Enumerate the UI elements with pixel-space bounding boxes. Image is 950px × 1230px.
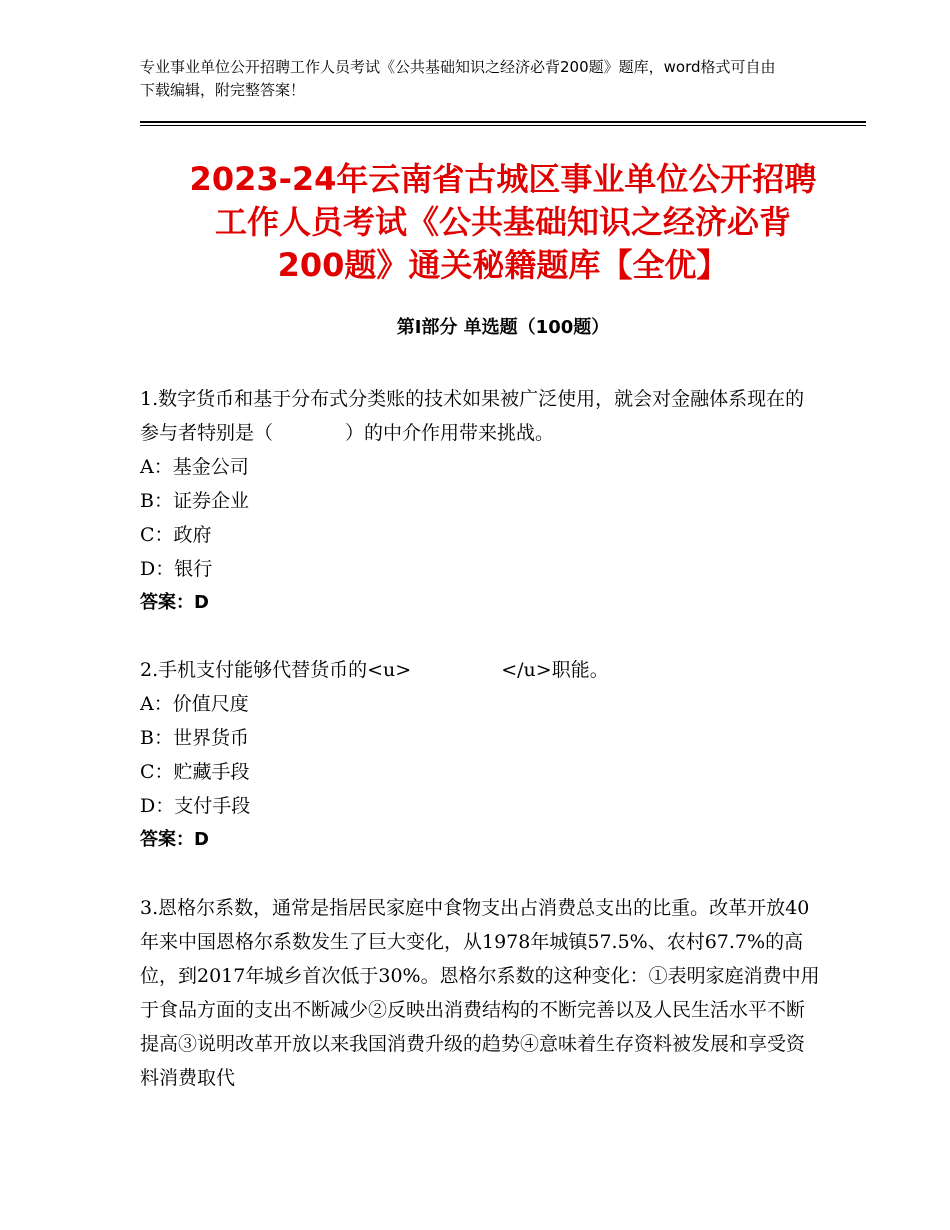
question-3 xyxy=(140,891,820,1095)
question-2-option-d: D：支付手段 xyxy=(140,795,251,817)
title-line-3: 200题》通关秘籍题库【全优】 xyxy=(277,246,729,284)
section-heading: 第Ⅰ部分 单选题（100题） xyxy=(396,317,610,338)
question-3-stem: 3.恩格尔系数，通常是指居民家庭中食物支出占消费总支出的比重。改革开放40年来中国恩格尔系数发生了巨大变化，从1978年城镇57.5%、农村67.7%的高位，到2017年城乡首次低于30%。恩格尔系数的这种变化：①表明家庭消费中用于食品方面的支出不断减少②反映出消费结构的不断完善以及人民生活水平不断提高③说明改革开放以来我国消费升级的趋势④意味着生存资料被发展和享受资料消费取代 xyxy=(140,897,820,1089)
question-1-option-b: B：证券企业 xyxy=(140,490,249,512)
header-rule-thick xyxy=(140,121,866,123)
question-2-option-b: B：世界货币 xyxy=(140,727,249,749)
question-1-option-c: C：政府 xyxy=(140,524,212,546)
question-2-option-a: A：价值尺度 xyxy=(140,693,249,715)
question-2-stem-part2: </u>职能。 xyxy=(501,659,609,681)
question-1-stem xyxy=(140,382,820,450)
question-2-option-c: C：贮藏手段 xyxy=(140,761,250,783)
question-2 xyxy=(140,653,820,857)
question-2-stem-part1: 2.手机支付能够代替货币的<u> xyxy=(140,659,412,681)
question-1-answer: 答案：D xyxy=(140,592,209,613)
question-2-answer: 答案：D xyxy=(140,829,209,850)
header-rule-thin xyxy=(140,125,866,126)
document-title xyxy=(140,158,866,287)
question-1 xyxy=(140,382,820,620)
title-line-1: 2023-24年云南省古城区事业单位公开招聘 xyxy=(189,160,817,198)
question-1-option-a: A：基金公司 xyxy=(140,456,249,478)
question-2-stem xyxy=(140,653,820,687)
question-1-stem-part1: 1.数字货币和基于分布式分类账的技术如果被广泛使用，就会对金融体系现在的参与者特别是（ xyxy=(140,388,805,444)
question-1-option-d: D：银行 xyxy=(140,558,213,580)
header-note: 专业事业单位公开招聘工作人员考试《公共基础知识之经济必背200题》题库，word格式可自由下载编辑，附完整答案！ xyxy=(140,58,776,99)
title-line-2: 工作人员考试《公共基础知识之经济必背 xyxy=(214,203,791,241)
question-1-stem-part2: ）的中介作用带来挑战。 xyxy=(345,422,555,444)
